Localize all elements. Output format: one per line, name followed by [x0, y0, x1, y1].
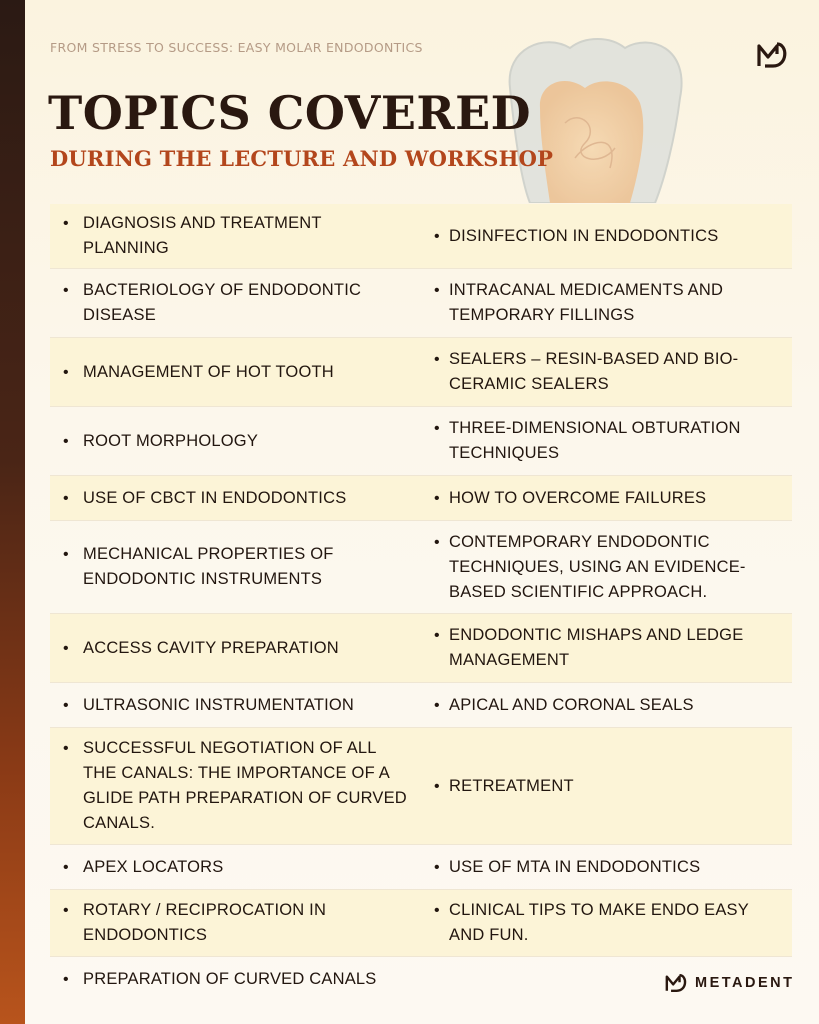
topic-item-right	[421, 224, 792, 249]
topic-label: ROTARY / RECIPROCATION IN ENDODONTICS	[83, 901, 327, 944]
topic-item-left	[50, 898, 421, 948]
metadent-m-icon	[755, 40, 789, 70]
bullet-icon: •	[434, 282, 440, 299]
topic-row	[50, 683, 792, 728]
bullet-icon: •	[63, 639, 69, 657]
topic-label: CONTEMPORARY ENDODONTIC TECHNIQUES, USING AN EVIDENCE-BASED SCIENTIFIC APPROACH.	[449, 532, 746, 601]
topic-label: SUCCESSFUL NEGOTIATION OF ALL THE CANALS: THE IMPORTANCE OF A GLIDE PATH PREPARATION OF CURVED CANALS.	[83, 739, 407, 832]
topic-item-left	[50, 211, 421, 261]
topic-item-left	[50, 967, 421, 992]
topic-label: ULTRASONIC INSTRUMENTATION	[83, 695, 355, 714]
bullet-icon: •	[63, 432, 69, 450]
bullet-icon: •	[63, 858, 69, 876]
brand-name: METADENT	[695, 975, 795, 991]
side-accent-strip	[0, 0, 25, 1024]
topic-item-left	[50, 542, 421, 592]
topic-item-right	[421, 530, 792, 605]
topic-label: APEX LOCATORS	[83, 857, 224, 876]
bullet-icon: •	[434, 351, 440, 368]
bullet-icon: •	[434, 627, 440, 644]
topic-row	[50, 204, 792, 269]
topic-item-right	[421, 693, 792, 718]
topic-item-right	[421, 416, 792, 466]
topic-row	[50, 521, 792, 614]
topic-row	[50, 338, 792, 407]
bullet-icon: •	[434, 420, 440, 437]
topic-label: ACCESS CAVITY PREPARATION	[83, 638, 339, 657]
topic-item-right	[421, 278, 792, 328]
bullet-icon: •	[434, 533, 440, 551]
topic-item-left	[50, 736, 421, 836]
topic-label: BACTERIOLOGY OF ENDODONTIC DISEASE	[83, 281, 362, 324]
topic-label: INTRACANAL MEDICAMENTS AND TEMPORARY FILLINGS	[449, 281, 724, 324]
topic-label: MANAGEMENT OF HOT TOOTH	[83, 362, 334, 381]
topic-item-right	[421, 486, 792, 511]
topic-item-left	[50, 855, 421, 880]
bullet-icon: •	[434, 227, 440, 245]
topic-item-left	[50, 360, 421, 385]
bullet-icon: •	[63, 489, 69, 507]
page-title: TOPICS COVERED	[48, 86, 532, 140]
bullet-icon: •	[63, 282, 69, 299]
topic-label: CLINICAL TIPS TO MAKE ENDO EASY AND FUN.	[449, 901, 749, 944]
topic-label: APICAL AND CORONAL SEALS	[449, 695, 694, 714]
topic-item-right	[421, 774, 792, 799]
topic-label: ENDODONTIC MISHAPS AND LEDGE MANAGEMENT	[449, 626, 744, 669]
topic-item-left	[50, 636, 421, 661]
eyebrow-text: FROM STRESS TO SUCCESS: EASY MOLAR ENDODONTICS	[50, 40, 423, 55]
topic-label: USE OF CBCT IN ENDODONTICS	[83, 488, 347, 507]
topics-table	[50, 204, 795, 1001]
topic-item-right	[421, 898, 792, 948]
topic-label: USE OF MTA IN ENDODONTICS	[449, 857, 701, 876]
bullet-icon: •	[434, 858, 440, 876]
topic-label: SEALERS – RESIN-BASED AND BIO-CERAMIC SEALERS	[449, 350, 739, 393]
bullet-icon: •	[434, 696, 440, 714]
bullet-icon: •	[63, 215, 69, 232]
topic-label: RETREATMENT	[449, 776, 574, 795]
topic-label: HOW TO OVERCOME FAILURES	[449, 488, 707, 507]
bullet-icon: •	[434, 489, 440, 507]
topic-row	[50, 845, 792, 890]
topic-row	[50, 269, 792, 338]
topic-label: DIAGNOSIS AND TREATMENT PLANNING	[83, 214, 322, 257]
bullet-icon: •	[63, 546, 69, 563]
topic-row	[50, 614, 792, 683]
bullet-icon: •	[434, 777, 440, 795]
topic-row	[50, 476, 792, 521]
page-subtitle: DURING THE LECTURE AND WORKSHOP	[50, 146, 554, 171]
metadent-m-icon	[664, 972, 688, 994]
topic-item-right	[421, 623, 792, 673]
bullet-icon: •	[434, 902, 440, 919]
topic-item-left	[50, 429, 421, 454]
topic-label: DISINFECTION IN ENDODONTICS	[449, 226, 719, 245]
footer-brand	[664, 972, 794, 994]
topic-label: PREPARATION OF CURVED CANALS	[83, 969, 377, 988]
topic-item-left	[50, 693, 421, 718]
bullet-icon: •	[63, 696, 69, 714]
bullet-icon: •	[63, 363, 69, 381]
topic-item-left	[50, 278, 421, 328]
topic-row	[50, 728, 792, 845]
topic-row	[50, 890, 792, 957]
topic-label: MECHANICAL PROPERTIES OF ENDODONTIC INSTRUMENTS	[83, 545, 334, 588]
bullet-icon: •	[63, 970, 69, 988]
topic-item-left	[50, 486, 421, 511]
bullet-icon: •	[63, 902, 69, 919]
topic-row	[50, 407, 792, 476]
topic-label: THREE-DIMENSIONAL OBTURATION TECHNIQUES	[449, 419, 741, 462]
bullet-icon: •	[63, 740, 69, 757]
topic-item-right	[421, 347, 792, 397]
topic-label: ROOT MORPHOLOGY	[83, 431, 259, 450]
topic-item-right	[421, 855, 792, 880]
